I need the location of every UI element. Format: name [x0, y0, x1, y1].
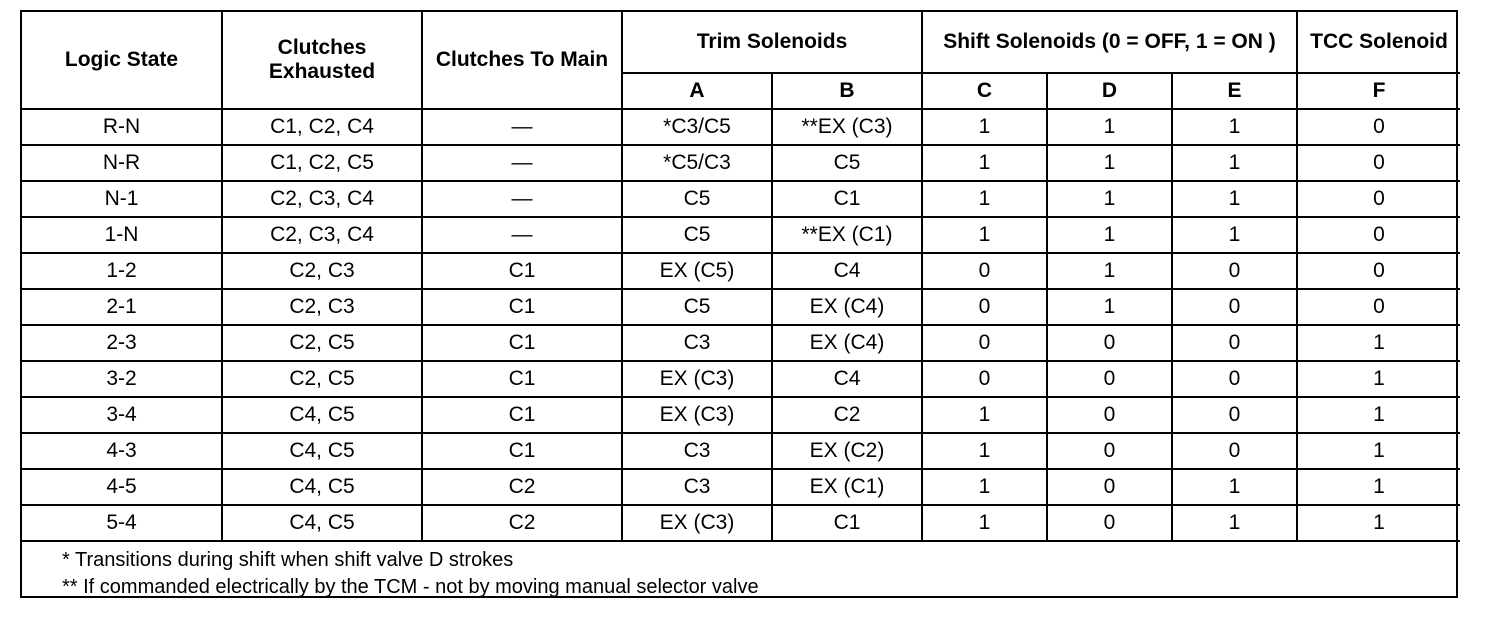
cell-shift-e: 0 [1172, 289, 1297, 325]
cell-clutches-to-main: C2 [422, 469, 622, 505]
cell-trim-b: **EX (C3) [772, 109, 922, 145]
cell-shift-e: 1 [1172, 181, 1297, 217]
cell-tcc-f: 1 [1297, 469, 1460, 505]
cell-shift-d: 1 [1047, 109, 1172, 145]
cell-tcc-f: 0 [1297, 181, 1460, 217]
header-tcc-solenoid: TCC Solenoid [1297, 12, 1460, 73]
cell-shift-c: 1 [922, 397, 1047, 433]
cell-shift-e: 0 [1172, 397, 1297, 433]
cell-clutches-exhausted: C4, C5 [222, 397, 422, 433]
cell-clutches-to-main: — [422, 109, 622, 145]
cell-shift-c: 0 [922, 325, 1047, 361]
cell-shift-e: 1 [1172, 217, 1297, 253]
table-row [22, 253, 1460, 289]
cell-shift-d: 1 [1047, 145, 1172, 181]
cell-clutches-to-main: C1 [422, 325, 622, 361]
cell-trim-a: C5 [622, 181, 772, 217]
cell-shift-d: 1 [1047, 253, 1172, 289]
cell-shift-d: 0 [1047, 433, 1172, 469]
cell-trim-b: C5 [772, 145, 922, 181]
table-row [22, 145, 1460, 181]
cell-tcc-f: 1 [1297, 397, 1460, 433]
cell-trim-b: EX (C4) [772, 289, 922, 325]
cell-trim-a: C5 [622, 289, 772, 325]
cell-tcc-f: 1 [1297, 361, 1460, 397]
table-body [22, 109, 1460, 541]
cell-logic-state: 3-4 [22, 397, 222, 433]
cell-clutches-exhausted: C4, C5 [222, 469, 422, 505]
cell-tcc-f: 0 [1297, 145, 1460, 181]
cell-logic-state: 2-3 [22, 325, 222, 361]
cell-shift-c: 1 [922, 505, 1047, 541]
cell-trim-b: **EX (C1) [772, 217, 922, 253]
cell-shift-d: 0 [1047, 505, 1172, 541]
table-row [22, 397, 1460, 433]
cell-trim-a: C3 [622, 469, 772, 505]
cell-clutches-to-main: C1 [422, 361, 622, 397]
cell-clutches-to-main: — [422, 217, 622, 253]
cell-trim-b: EX (C2) [772, 433, 922, 469]
cell-shift-d: 0 [1047, 325, 1172, 361]
cell-shift-e: 1 [1172, 505, 1297, 541]
header-shift-solenoids: Shift Solenoids (0 = OFF, 1 = ON ) [922, 12, 1297, 73]
cell-tcc-f: 1 [1297, 325, 1460, 361]
cell-clutches-to-main: C1 [422, 253, 622, 289]
cell-trim-b: C1 [772, 181, 922, 217]
cell-trim-a: EX (C3) [622, 397, 772, 433]
cell-clutches-to-main: — [422, 145, 622, 181]
table-row [22, 181, 1460, 217]
header-logic-state: Logic State [22, 12, 222, 109]
cell-trim-a: C3 [622, 433, 772, 469]
cell-shift-c: 1 [922, 181, 1047, 217]
cell-trim-a: C3 [622, 325, 772, 361]
subheader-b: B [772, 73, 922, 109]
header-clutches-exhausted: Clutches Exhausted [222, 12, 422, 109]
cell-shift-e: 0 [1172, 361, 1297, 397]
subheader-c: C [922, 73, 1047, 109]
cell-trim-b: EX (C4) [772, 325, 922, 361]
logic-state-table [22, 12, 1460, 542]
cell-shift-e: 0 [1172, 325, 1297, 361]
cell-trim-a: C5 [622, 217, 772, 253]
cell-shift-e: 0 [1172, 433, 1297, 469]
cell-shift-d: 1 [1047, 181, 1172, 217]
table-row [22, 217, 1460, 253]
cell-logic-state: 5-4 [22, 505, 222, 541]
subheader-f: F [1297, 73, 1460, 109]
cell-trim-b: C4 [772, 253, 922, 289]
table-row [22, 433, 1460, 469]
table-row [22, 289, 1460, 325]
cell-clutches-exhausted: C2, C5 [222, 361, 422, 397]
cell-logic-state: 2-1 [22, 289, 222, 325]
cell-clutches-exhausted: C2, C3 [222, 289, 422, 325]
footnote-double-star: ** If commanded electrically by the TCM - not by moving manual selector valve [62, 576, 759, 598]
cell-trim-a: EX (C3) [622, 361, 772, 397]
cell-clutches-exhausted: C2, C3 [222, 253, 422, 289]
cell-tcc-f: 0 [1297, 253, 1460, 289]
table-row [22, 325, 1460, 361]
cell-shift-c: 1 [922, 145, 1047, 181]
cell-shift-d: 1 [1047, 289, 1172, 325]
cell-trim-a: *C3/C5 [622, 109, 772, 145]
cell-clutches-exhausted: C1, C2, C4 [222, 109, 422, 145]
cell-clutches-exhausted: C2, C5 [222, 325, 422, 361]
footnote-single-star: * Transitions during shift when shift valve D strokes [62, 549, 514, 571]
cell-clutches-exhausted: C4, C5 [222, 505, 422, 541]
cell-tcc-f: 0 [1297, 217, 1460, 253]
header-trim-solenoids: Trim Solenoids [622, 12, 922, 73]
cell-clutches-to-main: C1 [422, 397, 622, 433]
cell-shift-c: 0 [922, 361, 1047, 397]
cell-logic-state: N-1 [22, 181, 222, 217]
cell-trim-a: EX (C3) [622, 505, 772, 541]
cell-clutches-exhausted: C2, C3, C4 [222, 217, 422, 253]
cell-clutches-to-main: C1 [422, 289, 622, 325]
header-clutches-to-main: Clutches To Main [422, 12, 622, 109]
subheader-a: A [622, 73, 772, 109]
subheader-e: E [1172, 73, 1297, 109]
cell-shift-c: 1 [922, 109, 1047, 145]
table-row [22, 361, 1460, 397]
cell-tcc-f: 0 [1297, 109, 1460, 145]
cell-shift-e: 1 [1172, 109, 1297, 145]
cell-trim-b: C2 [772, 397, 922, 433]
cell-clutches-exhausted: C4, C5 [222, 433, 422, 469]
cell-tcc-f: 1 [1297, 505, 1460, 541]
cell-trim-b: EX (C1) [772, 469, 922, 505]
cell-clutches-to-main: — [422, 181, 622, 217]
cell-shift-d: 0 [1047, 361, 1172, 397]
cell-shift-d: 1 [1047, 217, 1172, 253]
cell-shift-c: 1 [922, 433, 1047, 469]
cell-trim-a: EX (C5) [622, 253, 772, 289]
cell-shift-e: 1 [1172, 145, 1297, 181]
cell-shift-c: 1 [922, 469, 1047, 505]
cell-logic-state: 1-N [22, 217, 222, 253]
footnotes [22, 542, 1456, 601]
cell-shift-e: 0 [1172, 253, 1297, 289]
cell-shift-d: 0 [1047, 469, 1172, 505]
subheader-d: D [1047, 73, 1172, 109]
cell-clutches-to-main: C2 [422, 505, 622, 541]
cell-clutches-exhausted: C1, C2, C5 [222, 145, 422, 181]
cell-trim-b: C1 [772, 505, 922, 541]
cell-clutches-exhausted: C2, C3, C4 [222, 181, 422, 217]
cell-tcc-f: 0 [1297, 289, 1460, 325]
table-row [22, 469, 1460, 505]
cell-logic-state: 4-3 [22, 433, 222, 469]
logic-state-table-container [20, 10, 1458, 598]
cell-tcc-f: 1 [1297, 433, 1460, 469]
cell-shift-c: 0 [922, 253, 1047, 289]
cell-logic-state: 1-2 [22, 253, 222, 289]
cell-clutches-to-main: C1 [422, 433, 622, 469]
cell-shift-d: 0 [1047, 397, 1172, 433]
cell-trim-b: C4 [772, 361, 922, 397]
cell-logic-state: 3-2 [22, 361, 222, 397]
cell-logic-state: R-N [22, 109, 222, 145]
table-row [22, 109, 1460, 145]
cell-logic-state: 4-5 [22, 469, 222, 505]
cell-shift-c: 0 [922, 289, 1047, 325]
table-row [22, 505, 1460, 541]
cell-trim-a: *C5/C3 [622, 145, 772, 181]
cell-logic-state: N-R [22, 145, 222, 181]
header-row [22, 12, 1460, 73]
cell-shift-c: 1 [922, 217, 1047, 253]
cell-shift-e: 1 [1172, 469, 1297, 505]
